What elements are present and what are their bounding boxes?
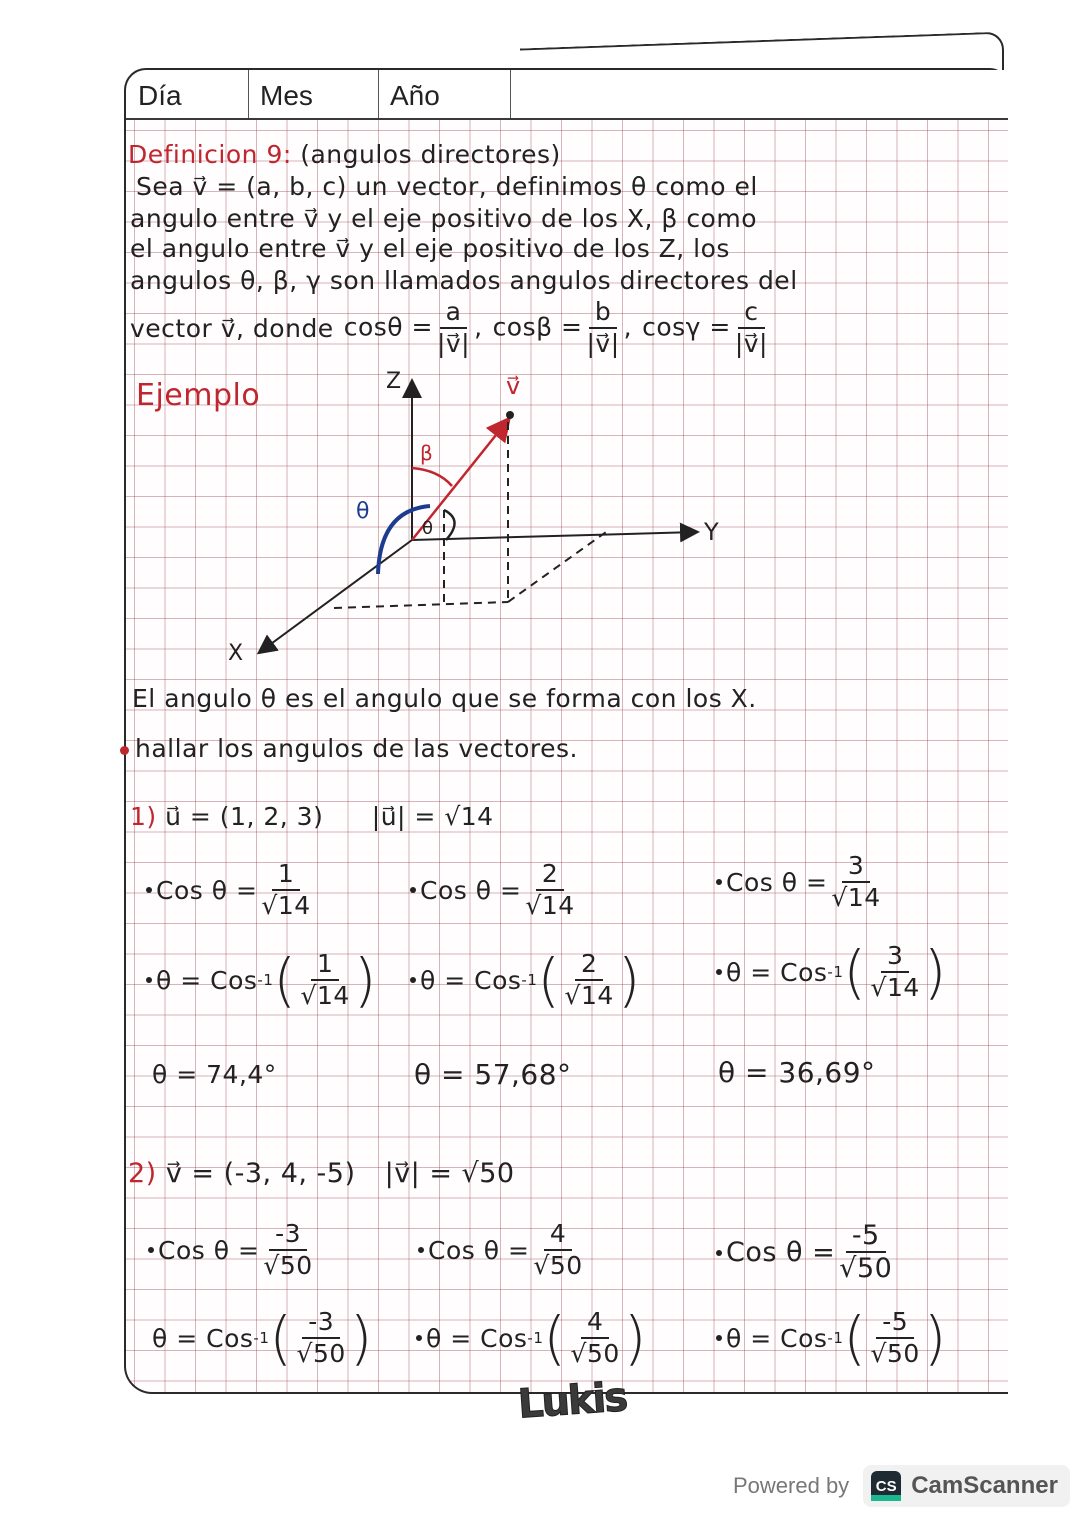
camscanner-brand-name: CamScanner	[911, 1472, 1058, 1499]
year-label: Año	[390, 80, 440, 111]
z-axis-label: Z	[386, 369, 402, 394]
problem-2-vector: v⃗ = (-3, 4, -5)	[165, 1158, 356, 1189]
theta-label-black: θ	[422, 518, 434, 539]
notebook-page: Día Mes Año Definicion 9: (angulos directores) Sea v⃗ = (a, b, c) un vector, definimos θ como el angulo entre v⃗ y el eje positivo de los X, β como el angulo entre v⃗ y el eje positivo de los Z, los angulos θ, β, γ son llamados angulos directores del vector v⃗, donde cosθ = $\frac{a}{|v⃗|}$ , cosβ = $\frac{b}{|v⃗|}$ , cosγ = $\frac{c}{|v⃗|}$ Ejemplo Z Y X v⃗ β θ θ El angulo θ es el angulo que se forma con los X. hallar los angulos de las vectores. 1) u⃗ = (1, 2, 3) |u⃗| = √14 Cos θ = $\frac{1}{√14}$ θ = Cos -1 ( $\frac{1}{√14}$ ) θ = 74,4° Cos θ = $\frac{2}{√14}$ θ = Cos -1 ( $\frac{2}{√14}$ ) θ = 57,68° Cos θ = $\frac{3}{√14}$ θ = Cos -1 ( $\frac{3}{√14}$ ) θ = 36,69° 2) v⃗ = (-3, 4, -5) |v⃗| = √50 Cos θ = $\frac{-3}{√50}$ θ = Cos -1 ( $\frac{-3}{√50}$ ) Cos θ = $\frac{4}{√50}$ θ = Cos -1 ( $\frac{4}{√50}$ ) Cos θ = $\frac{-5}{√50}$ θ = Cos -1 ( $\frac{-5}{√50}$ )	[124, 68, 1008, 1394]
theta-arc-black	[444, 510, 455, 540]
definition-line: angulo entre v⃗ y el eje positivo de los X, β como	[130, 204, 758, 233]
powered-by-text: Powered by	[733, 1473, 850, 1498]
formula-cos-beta: cosβ = $\frac{b}{|v⃗|}$ ,	[492, 297, 633, 358]
camscanner-watermark	[733, 1465, 1070, 1507]
problem-2-header: 2) v⃗ = (-3, 4, -5) |v⃗| = √50	[128, 1158, 515, 1189]
example-note: El angulo θ es el angulo que se forma con los X.	[132, 684, 757, 713]
date-header	[126, 70, 1008, 120]
definition-line: el angulo entre v⃗ y el eje positivo de los Z, los	[130, 234, 730, 263]
projection-dashes	[334, 422, 606, 608]
y-axis-label: Y	[704, 518, 719, 546]
camscanner-logo-icon: CS	[871, 1471, 901, 1501]
formula-cos-gamma: cosγ = $\frac{c}{|v⃗|}$	[642, 297, 768, 358]
result-value: θ = 57,68°	[414, 1058, 572, 1091]
year-field	[378, 70, 511, 118]
formula-cos-theta: cosθ = $\frac{a}{|v⃗|}$ ,	[343, 297, 483, 358]
problem-1-header: 1) u⃗ = (1, 2, 3) |u⃗| = √14	[130, 802, 494, 831]
y-axis	[412, 532, 696, 540]
result-value: θ = 74,4°	[152, 1060, 277, 1089]
result-value: θ = 36,69°	[718, 1056, 876, 1089]
month-label: Mes	[260, 80, 313, 111]
bullet-icon	[120, 746, 129, 755]
exercise-prompt: hallar los angulos de las vectores.	[120, 734, 578, 763]
beta-arc	[412, 468, 452, 486]
vector-label: v⃗	[506, 372, 521, 400]
definition-line: angulos θ, β, γ son llamados angulos directores del	[130, 266, 798, 295]
direction-angles-diagram	[228, 360, 856, 666]
x-axis-label: X	[228, 641, 244, 666]
definition-heading	[128, 140, 561, 169]
problem-1-magnitude: |u⃗| = √14	[371, 802, 494, 831]
example-label: Ejemplo	[136, 378, 261, 413]
definition-subtitle: (angulos directores)	[300, 140, 561, 169]
theta-label-blue: θ	[356, 499, 370, 524]
day-field	[126, 70, 249, 118]
camscanner-badge	[863, 1465, 1070, 1507]
author-signature: Lukis	[516, 1374, 628, 1428]
beta-label: β	[420, 441, 433, 465]
x-axis	[260, 540, 412, 652]
definition-last-line: vector v⃗, donde	[130, 313, 334, 343]
problem-1-vector: u⃗ = (1, 2, 3)	[165, 802, 324, 831]
problem-2-magnitude: |v⃗| = √50	[384, 1158, 515, 1189]
definition-title: Definicion 9:	[128, 140, 292, 169]
definition-formulas	[130, 298, 772, 359]
month-field	[248, 70, 379, 118]
day-label: Día	[138, 80, 182, 111]
definition-line: Sea v⃗ = (a, b, c) un vector, definimos θ como el	[136, 172, 758, 201]
